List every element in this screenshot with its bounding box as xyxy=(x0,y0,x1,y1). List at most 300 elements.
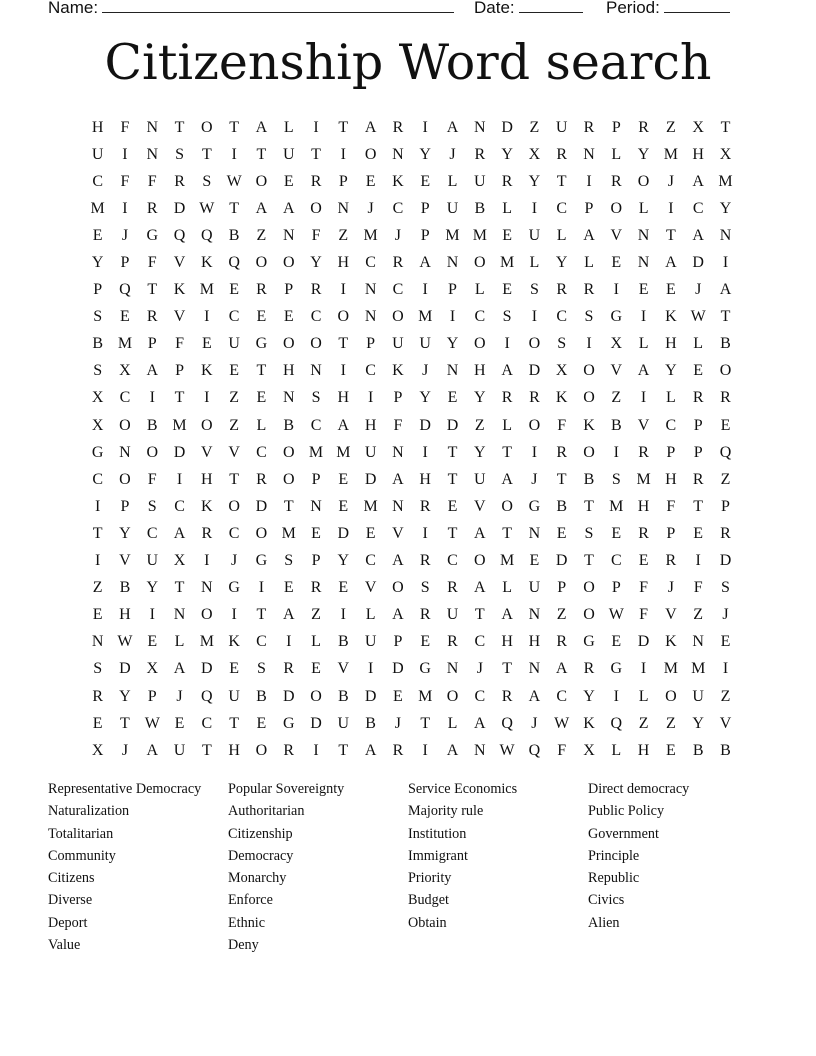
grid-cell[interactable]: U xyxy=(555,118,568,136)
grid-cell[interactable]: O xyxy=(255,172,268,190)
grid-cell[interactable]: A xyxy=(255,199,268,217)
grid-cell[interactable]: R xyxy=(556,633,568,651)
grid-cell[interactable]: L xyxy=(447,714,458,732)
grid-cell[interactable]: X xyxy=(528,145,541,163)
grid-cell[interactable]: H xyxy=(119,606,131,624)
grid-cell[interactable]: A xyxy=(474,579,486,597)
grid-cell[interactable]: N xyxy=(637,254,650,272)
grid-cell[interactable]: H xyxy=(501,633,513,651)
grid-cell[interactable]: I xyxy=(531,308,538,326)
grid-cell[interactable]: F xyxy=(175,335,184,353)
grid-cell[interactable]: J xyxy=(367,199,374,217)
grid-cell[interactable]: Z xyxy=(693,606,704,624)
grid-cell[interactable]: B xyxy=(337,633,349,651)
grid-cell[interactable]: V xyxy=(637,416,650,434)
grid-cell[interactable]: T xyxy=(311,145,321,163)
grid-cell[interactable]: I xyxy=(449,308,456,326)
grid-cell[interactable]: Y xyxy=(419,145,431,163)
grid-cell[interactable]: T xyxy=(147,281,158,299)
grid-cell[interactable]: B xyxy=(720,741,731,759)
grid-cell[interactable]: R xyxy=(283,741,295,759)
grid-cell[interactable]: K xyxy=(201,362,213,380)
grid-cell[interactable]: J xyxy=(394,714,402,732)
grid-cell[interactable]: C xyxy=(92,470,103,488)
grid-cell[interactable]: Z xyxy=(665,714,676,732)
grid-cell[interactable]: R xyxy=(419,606,431,624)
grid-cell[interactable]: O xyxy=(583,606,595,624)
grid-cell[interactable]: C xyxy=(474,633,486,651)
grid-cell[interactable]: B xyxy=(119,579,131,597)
grid-cell[interactable]: R xyxy=(310,172,322,190)
grid-cell[interactable]: A xyxy=(173,660,186,678)
grid-cell[interactable]: S xyxy=(311,389,321,407)
grid-cell[interactable]: N xyxy=(446,254,459,272)
grid-cell[interactable]: A xyxy=(419,254,431,272)
grid-cell[interactable]: M xyxy=(199,281,214,299)
grid-cell[interactable]: E xyxy=(338,579,349,597)
grid-cell[interactable]: S xyxy=(721,579,730,597)
grid-cell[interactable]: P xyxy=(721,497,730,515)
grid-cell[interactable]: V xyxy=(173,254,186,272)
grid-cell[interactable]: A xyxy=(446,118,459,136)
grid-cell[interactable]: N xyxy=(146,145,159,163)
grid-cell[interactable]: I xyxy=(340,145,346,163)
grid-cell[interactable]: P xyxy=(666,443,676,461)
grid-cell[interactable]: M xyxy=(363,497,378,515)
grid-cell[interactable]: O xyxy=(610,199,623,217)
grid-cell[interactable]: R xyxy=(720,524,731,542)
grid-cell[interactable]: T xyxy=(338,741,349,759)
grid-cell[interactable]: I xyxy=(422,443,428,461)
grid-cell[interactable]: P xyxy=(147,335,157,353)
grid-cell[interactable]: A xyxy=(392,470,404,488)
grid-cell[interactable]: N xyxy=(282,226,295,244)
grid-cell[interactable]: H xyxy=(665,335,677,353)
grid-cell[interactable]: O xyxy=(310,199,322,217)
grid-cell[interactable]: R xyxy=(501,687,513,705)
grid-cell[interactable]: U xyxy=(692,687,704,705)
grid-cell[interactable]: L xyxy=(638,335,649,353)
grid-cell[interactable]: I xyxy=(313,118,319,136)
grid-cell[interactable]: J xyxy=(667,579,674,597)
grid-cell[interactable]: W xyxy=(117,633,133,651)
grid-cell[interactable]: I xyxy=(613,687,619,705)
grid-cell[interactable]: R xyxy=(501,172,513,190)
grid-cell[interactable]: E xyxy=(256,714,267,732)
grid-cell[interactable]: T xyxy=(256,606,267,624)
grid-cell[interactable]: U xyxy=(91,145,104,163)
grid-cell[interactable]: N xyxy=(364,308,377,326)
grid-cell[interactable]: N xyxy=(173,606,186,624)
grid-cell[interactable]: E xyxy=(120,308,130,326)
grid-cell[interactable]: R xyxy=(392,118,404,136)
grid-cell[interactable]: O xyxy=(282,443,295,461)
grid-cell[interactable]: F xyxy=(693,579,703,597)
grid-cell[interactable]: B xyxy=(283,416,295,434)
grid-cell[interactable]: A xyxy=(446,741,459,759)
grid-cell[interactable]: O xyxy=(528,335,541,353)
grid-cell[interactable]: I xyxy=(340,362,346,380)
grid-cell[interactable]: Y xyxy=(501,145,513,163)
grid-cell[interactable]: Y xyxy=(583,687,595,705)
grid-cell[interactable]: I xyxy=(422,741,428,759)
period-blank[interactable] xyxy=(664,0,730,13)
grid-cell[interactable]: Y xyxy=(91,254,104,272)
grid-cell[interactable]: R xyxy=(92,687,103,705)
grid-cell[interactable]: A xyxy=(501,470,513,488)
grid-cell[interactable]: T xyxy=(201,145,212,163)
grid-cell[interactable]: T xyxy=(229,118,240,136)
grid-cell[interactable]: L xyxy=(474,281,485,299)
grid-cell[interactable]: X xyxy=(91,416,104,434)
grid-cell[interactable]: P xyxy=(366,335,376,353)
grid-cell[interactable]: K xyxy=(583,714,595,732)
grid-cell[interactable]: T xyxy=(174,579,185,597)
grid-cell[interactable]: T xyxy=(338,335,349,353)
grid-cell[interactable]: N xyxy=(637,226,650,244)
grid-cell[interactable]: M xyxy=(336,443,351,461)
grid-cell[interactable]: I xyxy=(122,199,128,217)
grid-cell[interactable]: X xyxy=(91,741,104,759)
grid-cell[interactable]: N xyxy=(392,145,404,163)
grid-cell[interactable]: P xyxy=(693,443,703,461)
grid-cell[interactable]: I xyxy=(204,389,210,407)
grid-cell[interactable]: R xyxy=(665,552,677,570)
grid-cell[interactable]: I xyxy=(340,606,346,624)
grid-cell[interactable]: O xyxy=(255,524,268,542)
grid-cell[interactable]: E xyxy=(529,552,540,570)
grid-cell[interactable]: K xyxy=(555,389,568,407)
grid-cell[interactable]: E xyxy=(502,281,512,299)
grid-cell[interactable]: O xyxy=(146,443,159,461)
grid-cell[interactable]: B xyxy=(720,335,731,353)
grid-cell[interactable]: F xyxy=(147,172,157,190)
grid-cell[interactable]: A xyxy=(583,226,595,244)
grid-cell[interactable]: V xyxy=(364,579,377,597)
grid-cell[interactable]: R xyxy=(419,552,431,570)
grid-cell[interactable]: F xyxy=(147,470,157,488)
grid-cell[interactable]: S xyxy=(584,524,594,542)
grid-cell[interactable]: R xyxy=(419,497,431,515)
grid-cell[interactable]: N xyxy=(337,199,350,217)
grid-cell[interactable]: I xyxy=(722,254,729,272)
grid-cell[interactable]: P xyxy=(584,199,594,217)
grid-cell[interactable]: F xyxy=(639,606,649,624)
grid-cell[interactable]: J xyxy=(176,687,183,705)
grid-cell[interactable]: K xyxy=(392,172,404,190)
grid-cell[interactable]: I xyxy=(668,199,674,217)
grid-cell[interactable]: E xyxy=(338,470,349,488)
grid-cell[interactable]: C xyxy=(474,308,486,326)
grid-cell[interactable]: N xyxy=(528,524,541,542)
grid-cell[interactable]: B xyxy=(228,226,240,244)
grid-cell[interactable]: O xyxy=(201,606,213,624)
grid-cell[interactable]: J xyxy=(531,714,538,732)
grid-cell[interactable]: U xyxy=(146,552,159,570)
grid-cell[interactable]: R xyxy=(692,389,704,407)
grid-cell[interactable]: P xyxy=(120,254,130,272)
grid-cell[interactable]: Z xyxy=(474,416,485,434)
grid-cell[interactable]: Y xyxy=(665,362,677,380)
grid-cell[interactable]: F xyxy=(557,416,567,434)
grid-cell[interactable]: R xyxy=(583,660,595,678)
grid-cell[interactable]: X xyxy=(719,145,732,163)
grid-cell[interactable]: C xyxy=(92,172,103,190)
grid-cell[interactable]: U xyxy=(528,226,541,244)
grid-cell[interactable]: T xyxy=(256,362,267,380)
grid-cell[interactable]: J xyxy=(121,741,129,759)
grid-cell[interactable]: C xyxy=(692,199,704,217)
grid-cell[interactable]: G xyxy=(228,579,240,597)
grid-cell[interactable]: O xyxy=(583,443,595,461)
grid-cell[interactable]: H xyxy=(337,389,350,407)
grid-cell[interactable]: C xyxy=(228,524,240,542)
grid-cell[interactable]: D xyxy=(310,714,322,732)
grid-cell[interactable]: C xyxy=(610,552,622,570)
grid-cell[interactable]: O xyxy=(474,335,486,353)
grid-cell[interactable]: C xyxy=(392,199,404,217)
grid-cell[interactable]: S xyxy=(557,335,567,353)
grid-cell[interactable]: W xyxy=(144,714,160,732)
grid-cell[interactable]: O xyxy=(665,687,677,705)
grid-cell[interactable]: I xyxy=(695,552,701,570)
grid-cell[interactable]: F xyxy=(311,226,321,244)
grid-cell[interactable]: Q xyxy=(228,254,240,272)
grid-cell[interactable]: G xyxy=(91,443,104,461)
grid-cell[interactable]: M xyxy=(90,199,105,217)
grid-cell[interactable]: Y xyxy=(637,145,650,163)
grid-cell[interactable]: A xyxy=(692,226,704,244)
grid-cell[interactable]: M xyxy=(281,524,296,542)
grid-cell[interactable]: V xyxy=(719,714,732,732)
grid-cell[interactable]: E xyxy=(92,226,103,244)
grid-cell[interactable]: Z xyxy=(611,389,622,407)
grid-cell[interactable]: I xyxy=(422,281,428,299)
grid-cell[interactable]: E xyxy=(147,633,158,651)
grid-cell[interactable]: G xyxy=(610,660,623,678)
grid-cell[interactable]: B xyxy=(365,714,376,732)
grid-cell[interactable]: E xyxy=(283,172,294,190)
grid-cell[interactable]: P xyxy=(693,416,703,434)
grid-cell[interactable]: R xyxy=(146,308,158,326)
grid-cell[interactable]: E xyxy=(638,552,649,570)
grid-cell[interactable]: F xyxy=(120,118,130,136)
grid-cell[interactable]: M xyxy=(718,172,733,190)
grid-cell[interactable]: A xyxy=(474,714,486,732)
grid-cell[interactable]: U xyxy=(474,172,486,190)
grid-cell[interactable]: L xyxy=(502,199,512,217)
grid-cell[interactable]: E xyxy=(693,524,704,542)
grid-cell[interactable]: O xyxy=(583,579,595,597)
grid-cell[interactable]: E xyxy=(720,633,731,651)
grid-cell[interactable]: E xyxy=(611,633,622,651)
grid-cell[interactable]: E xyxy=(502,226,512,244)
grid-cell[interactable]: I xyxy=(586,172,592,190)
grid-cell[interactable]: I xyxy=(204,552,210,570)
grid-cell[interactable]: M xyxy=(636,470,651,488)
grid-cell[interactable]: H xyxy=(337,254,350,272)
grid-cell[interactable]: N xyxy=(392,497,404,515)
grid-cell[interactable]: S xyxy=(611,470,621,488)
grid-cell[interactable]: I xyxy=(231,145,237,163)
grid-cell[interactable]: C xyxy=(174,497,185,515)
grid-cell[interactable]: M xyxy=(499,254,515,272)
grid-cell[interactable]: E xyxy=(611,524,622,542)
grid-cell[interactable]: Y xyxy=(692,714,704,732)
grid-cell[interactable]: U xyxy=(228,687,240,705)
grid-cell[interactable]: E xyxy=(229,660,240,678)
grid-cell[interactable]: U xyxy=(228,335,240,353)
grid-cell[interactable]: R xyxy=(146,199,158,217)
grid-cell[interactable]: D xyxy=(364,687,377,705)
grid-cell[interactable]: N xyxy=(474,741,486,759)
grid-cell[interactable]: C xyxy=(119,389,131,407)
grid-cell[interactable]: Z xyxy=(638,714,649,732)
grid-cell[interactable]: H xyxy=(364,416,377,434)
grid-cell[interactable]: E xyxy=(447,497,458,515)
grid-cell[interactable]: R xyxy=(474,145,486,163)
grid-cell[interactable]: E xyxy=(420,172,431,190)
grid-cell[interactable]: H xyxy=(282,362,295,380)
grid-cell[interactable]: H xyxy=(91,118,104,136)
grid-cell[interactable]: F xyxy=(147,254,157,272)
grid-cell[interactable]: D xyxy=(501,118,513,136)
grid-cell[interactable]: O xyxy=(446,687,459,705)
grid-cell[interactable]: H xyxy=(692,145,704,163)
grid-cell[interactable]: P xyxy=(147,687,157,705)
grid-cell[interactable]: Z xyxy=(720,687,731,705)
grid-cell[interactable]: R xyxy=(447,633,458,651)
grid-cell[interactable]: Y xyxy=(719,199,732,217)
grid-cell[interactable]: L xyxy=(638,199,649,217)
grid-cell[interactable]: P xyxy=(611,118,621,136)
grid-cell[interactable]: R xyxy=(638,443,649,461)
grid-cell[interactable]: E xyxy=(92,606,103,624)
grid-cell[interactable]: B xyxy=(583,470,595,488)
grid-cell[interactable]: G xyxy=(583,633,595,651)
grid-cell[interactable]: R xyxy=(638,118,649,136)
grid-cell[interactable]: L xyxy=(611,145,622,163)
grid-cell[interactable]: I xyxy=(613,281,619,299)
grid-cell[interactable]: D xyxy=(419,416,431,434)
grid-cell[interactable]: M xyxy=(472,226,487,244)
grid-cell[interactable]: B xyxy=(474,199,486,217)
grid-cell[interactable]: T xyxy=(338,118,349,136)
grid-cell[interactable]: D xyxy=(719,552,732,570)
grid-cell[interactable]: U xyxy=(446,606,459,624)
grid-cell[interactable]: X xyxy=(173,552,186,570)
grid-cell[interactable]: N xyxy=(719,226,732,244)
grid-cell[interactable]: C xyxy=(256,443,267,461)
grid-cell[interactable]: L xyxy=(365,606,376,624)
grid-cell[interactable]: P xyxy=(393,389,403,407)
grid-cell[interactable]: R xyxy=(283,660,295,678)
grid-cell[interactable]: O xyxy=(119,416,131,434)
grid-cell[interactable]: I xyxy=(231,606,237,624)
grid-cell[interactable]: I xyxy=(176,470,183,488)
grid-cell[interactable]: L xyxy=(611,741,622,759)
grid-cell[interactable]: Z xyxy=(556,606,567,624)
grid-cell[interactable]: U xyxy=(337,714,350,732)
grid-cell[interactable]: S xyxy=(284,552,294,570)
grid-cell[interactable]: T xyxy=(201,741,212,759)
grid-cell[interactable]: T xyxy=(556,470,567,488)
grid-cell[interactable]: I xyxy=(204,308,210,326)
grid-cell[interactable]: E xyxy=(556,524,567,542)
grid-cell[interactable]: D xyxy=(392,660,404,678)
grid-cell[interactable]: Y xyxy=(474,389,486,407)
grid-cell[interactable]: L xyxy=(638,687,649,705)
grid-cell[interactable]: P xyxy=(557,579,567,597)
grid-cell[interactable]: L xyxy=(311,633,321,651)
grid-cell[interactable]: A xyxy=(282,606,295,624)
grid-cell[interactable]: R xyxy=(556,145,568,163)
grid-cell[interactable]: Y xyxy=(337,552,350,570)
grid-cell[interactable]: I xyxy=(94,497,101,515)
grid-cell[interactable]: T xyxy=(447,470,458,488)
grid-cell[interactable]: P xyxy=(120,497,130,515)
grid-cell[interactable]: E xyxy=(365,524,376,542)
grid-cell[interactable]: I xyxy=(258,579,265,597)
grid-cell[interactable]: E xyxy=(256,389,267,407)
grid-cell[interactable]: A xyxy=(501,606,513,624)
grid-cell[interactable]: T xyxy=(720,308,731,326)
grid-cell[interactable]: L xyxy=(584,254,594,272)
grid-cell[interactable]: R xyxy=(256,281,267,299)
grid-cell[interactable]: I xyxy=(367,660,374,678)
grid-cell[interactable]: M xyxy=(418,687,433,705)
grid-cell[interactable]: J xyxy=(722,606,729,624)
date-blank[interactable] xyxy=(519,0,583,13)
grid-cell[interactable]: P xyxy=(666,524,676,542)
grid-cell[interactable]: Z xyxy=(720,470,731,488)
grid-cell[interactable]: Q xyxy=(610,714,623,732)
grid-cell[interactable]: R xyxy=(692,470,704,488)
grid-cell[interactable]: S xyxy=(147,497,157,515)
grid-cell[interactable]: O xyxy=(201,118,213,136)
grid-cell[interactable]: C xyxy=(365,362,376,380)
grid-cell[interactable]: T xyxy=(174,389,185,407)
grid-cell[interactable]: O xyxy=(119,470,131,488)
grid-cell[interactable]: W xyxy=(554,714,570,732)
grid-cell[interactable]: T xyxy=(174,118,185,136)
grid-cell[interactable]: I xyxy=(531,443,538,461)
grid-cell[interactable]: E xyxy=(447,389,458,407)
grid-cell[interactable]: N xyxy=(91,633,104,651)
grid-cell[interactable]: N xyxy=(528,660,541,678)
grid-cell[interactable]: I xyxy=(722,660,729,678)
grid-cell[interactable]: K xyxy=(583,416,595,434)
period-field[interactable] xyxy=(606,0,730,18)
grid-cell[interactable]: J xyxy=(531,470,538,488)
grid-cell[interactable]: I xyxy=(340,281,346,299)
grid-cell[interactable]: O xyxy=(255,254,268,272)
grid-cell[interactable]: B xyxy=(146,416,158,434)
grid-cell[interactable]: H xyxy=(228,741,240,759)
grid-cell[interactable]: G xyxy=(146,226,159,244)
grid-cell[interactable]: Q xyxy=(719,443,732,461)
grid-cell[interactable]: A xyxy=(392,552,404,570)
grid-cell[interactable]: G xyxy=(528,497,541,515)
grid-cell[interactable]: T xyxy=(556,172,567,190)
grid-cell[interactable]: M xyxy=(363,226,378,244)
grid-cell[interactable]: I xyxy=(94,552,101,570)
grid-cell[interactable]: S xyxy=(93,362,103,380)
grid-cell[interactable]: D xyxy=(337,524,350,542)
grid-cell[interactable]: I xyxy=(640,308,647,326)
grid-cell[interactable]: I xyxy=(531,199,538,217)
grid-cell[interactable]: A xyxy=(146,362,159,380)
